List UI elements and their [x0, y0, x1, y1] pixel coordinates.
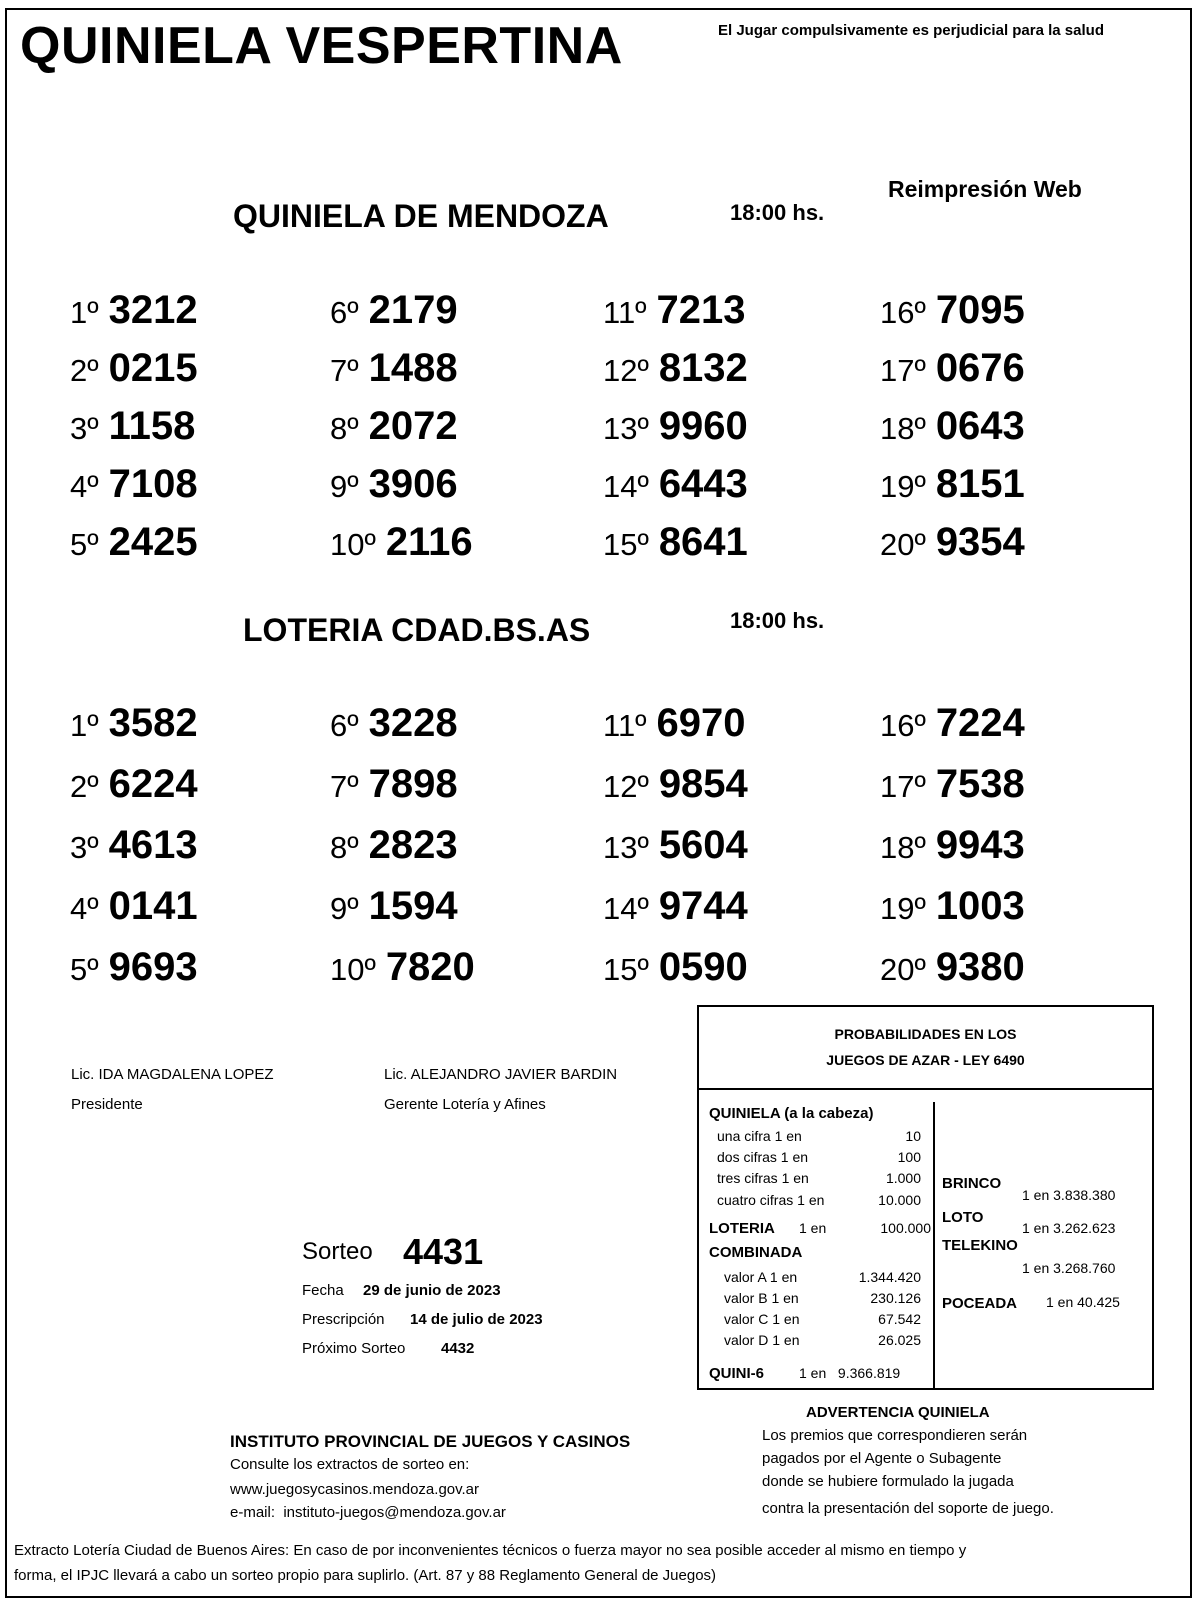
probabilities-box — [697, 1005, 1154, 1390]
result-position: 1º — [70, 708, 99, 743]
result-item — [330, 406, 458, 446]
result-item — [70, 947, 198, 987]
result-number: 8151 — [935, 462, 1025, 506]
result-position: 9º — [330, 469, 359, 504]
institute-consult: Consulte los extractos de sorteo en: — [230, 1456, 470, 1473]
fecha-value: 29 de junio de 2023 — [363, 1282, 501, 1299]
result-position: 20º — [880, 952, 926, 987]
advertencia-line: donde se hubiere formulado la jugada — [762, 1473, 1014, 1490]
result-number: 1003 — [935, 884, 1025, 928]
result-position: 17º — [880, 769, 926, 804]
result-item — [70, 886, 198, 926]
result-position: 14º — [603, 469, 649, 504]
result-number: 0643 — [935, 404, 1025, 448]
section-title-loteria: LOTERIA CDAD.BS.AS — [243, 612, 591, 648]
institute-website: www.juegosycasinos.mendoza.gov.ar — [230, 1481, 480, 1498]
result-number: 3228 — [368, 701, 458, 745]
result-position: 16º — [880, 295, 926, 330]
proximo-sorteo-label: Próximo Sorteo — [302, 1340, 406, 1357]
result-position: 5º — [70, 952, 99, 987]
result-number: 5604 — [658, 823, 748, 867]
footer-line: Extracto Lotería Ciudad de Buenos Aires: En caso de por inconvenientes técnicos o fuerza mayor no sea posible acceder al mismo en tiempo y — [14, 1542, 967, 1559]
result-number: 2072 — [368, 404, 458, 448]
result-number: 7213 — [656, 288, 746, 332]
poceada-value: 1 en 40.425 — [1046, 1294, 1120, 1310]
sorteo-label: Sorteo — [302, 1238, 373, 1265]
telekino-value: 1 en 3.268.760 — [1022, 1260, 1116, 1276]
result-position: 3º — [70, 411, 99, 446]
poceada-label: POCEADA — [942, 1295, 1018, 1312]
result-position: 4º — [70, 469, 99, 504]
loteria-label: LOTERIA — [709, 1220, 775, 1237]
combinada-row-label: valor C 1 en — [724, 1311, 800, 1327]
result-number: 2179 — [368, 288, 458, 332]
section-time-loteria: 18:00 hs. — [730, 608, 825, 633]
result-position: 14º — [603, 891, 649, 926]
loteria-mid: 1 en — [799, 1220, 827, 1236]
result-position: 9º — [330, 891, 359, 926]
result-position: 16º — [880, 708, 926, 743]
result-item — [330, 348, 458, 388]
result-item — [70, 290, 198, 330]
result-item — [603, 825, 748, 865]
result-number: 9744 — [658, 884, 748, 928]
result-item — [880, 464, 1025, 504]
result-item — [330, 703, 458, 743]
institute-name: INSTITUTO PROVINCIAL DE JUEGOS Y CASINOS — [230, 1432, 631, 1451]
result-item — [330, 764, 458, 804]
result-number: 2116 — [385, 520, 473, 564]
result-item — [330, 290, 458, 330]
result-position: 17º — [880, 353, 926, 388]
proximo-sorteo-value: 4432 — [441, 1340, 475, 1357]
result-number: 8641 — [658, 520, 748, 564]
result-number: 9380 — [935, 945, 1025, 989]
result-number: 7898 — [368, 762, 458, 806]
result-number: 9693 — [108, 945, 198, 989]
result-position: 13º — [603, 411, 649, 446]
result-position: 2º — [70, 769, 99, 804]
result-position: 20º — [880, 527, 926, 562]
result-item — [603, 947, 748, 987]
result-item — [880, 886, 1025, 926]
result-item — [603, 290, 746, 330]
result-item — [70, 522, 198, 562]
result-item — [603, 522, 748, 562]
result-number: 7538 — [935, 762, 1025, 806]
result-position: 19º — [880, 469, 926, 504]
result-number: 0141 — [108, 884, 198, 928]
result-item — [603, 464, 748, 504]
result-number: 7820 — [385, 945, 475, 989]
result-position: 10º — [330, 527, 376, 562]
probabilities-heading-line1: PROBABILIDADES EN LOS — [834, 1026, 1017, 1042]
result-position: 4º — [70, 891, 99, 926]
loto-value: 1 en 3.262.623 — [1022, 1220, 1116, 1236]
result-number: 1158 — [108, 404, 196, 448]
probabilities-divider — [933, 1102, 935, 1388]
combinada-row-label: valor D 1 en — [724, 1332, 800, 1348]
result-number: 0676 — [935, 346, 1025, 390]
advertencia-line: pagados por el Agente o Subagente — [762, 1450, 1002, 1467]
result-item — [603, 406, 748, 446]
page-title: QUINIELA VESPERTINA — [20, 17, 623, 75]
result-item — [330, 522, 473, 562]
result-item — [70, 406, 195, 446]
result-item — [330, 825, 458, 865]
president-role: Presidente — [71, 1096, 143, 1113]
result-item — [880, 703, 1025, 743]
result-position: 18º — [880, 830, 926, 865]
telekino-label: TELEKINO — [942, 1237, 1018, 1254]
result-number: 3582 — [108, 701, 198, 745]
result-item — [880, 406, 1025, 446]
result-number: 0590 — [658, 945, 748, 989]
advertencia-line: Los premios que correspondieren serán — [762, 1427, 1028, 1444]
quini6-value: 1 en 9.366.819 — [799, 1365, 901, 1381]
result-number: 6224 — [108, 762, 198, 806]
result-item — [603, 886, 748, 926]
result-item — [880, 825, 1025, 865]
advertencia-title: ADVERTENCIA QUINIELA — [806, 1404, 990, 1421]
result-number: 9854 — [658, 762, 748, 806]
result-item — [70, 764, 198, 804]
institute-email: e-mail: instituto-juegos@mendoza.gov.ar — [230, 1504, 506, 1521]
quiniela-row-value: 10 — [905, 1128, 921, 1144]
result-number: 2425 — [108, 520, 198, 564]
section-time-mendoza: 18:00 hs. — [730, 200, 825, 225]
brinco-label: BRINCO — [942, 1175, 1002, 1192]
result-number: 6443 — [658, 462, 748, 506]
combinada-row-value: 1.344.420 — [858, 1269, 921, 1285]
result-number: 4613 — [108, 823, 198, 867]
result-position: 11º — [603, 708, 647, 743]
result-item — [330, 947, 475, 987]
result-position: 7º — [330, 353, 359, 388]
quiniela-row-label: dos cifras 1 en — [717, 1149, 809, 1165]
quini6-label: QUINI-6 — [709, 1365, 765, 1382]
result-item — [603, 348, 748, 388]
quiniela-row-value: 1.000 — [885, 1170, 921, 1186]
result-number: 6970 — [656, 701, 746, 745]
result-position: 13º — [603, 830, 649, 865]
result-item — [70, 348, 198, 388]
result-number: 9960 — [658, 404, 748, 448]
result-item — [880, 290, 1025, 330]
result-item — [70, 825, 198, 865]
result-position: 7º — [330, 769, 359, 804]
prescripcion-label: Prescripción — [302, 1311, 385, 1328]
quiniela-row-label: una cifra 1 en — [717, 1128, 802, 1144]
president-name: Lic. IDA MAGDALENA LOPEZ — [71, 1066, 274, 1083]
loto-label: LOTO — [942, 1209, 984, 1226]
result-position: 5º — [70, 527, 99, 562]
brinco-value: 1 en 3.838.380 — [1022, 1187, 1116, 1203]
result-position: 18º — [880, 411, 926, 446]
quiniela-label: QUINIELA (a la cabeza) — [709, 1105, 874, 1122]
combinada-row-value: 67.542 — [878, 1311, 921, 1327]
result-position: 12º — [603, 353, 649, 388]
result-position: 19º — [880, 891, 926, 926]
result-position: 1º — [70, 295, 99, 330]
footer-line: forma, el IPJC llevará a cabo un sorteo propio para suplirlo. (Art. 87 y 88 Reglamento General de Juegos) — [14, 1567, 717, 1584]
advertencia-line: contra la presentación del soporte de juego. — [762, 1500, 1054, 1517]
result-position: 8º — [330, 830, 359, 865]
manager-role: Gerente Lotería y Afines — [384, 1096, 546, 1113]
quiniela-row-value: 100 — [897, 1149, 921, 1165]
result-item — [880, 947, 1025, 987]
result-position: 6º — [330, 708, 359, 743]
manager-name: Lic. ALEJANDRO JAVIER BARDIN — [384, 1066, 618, 1083]
result-position: 11º — [603, 295, 647, 330]
result-number: 7224 — [935, 701, 1025, 745]
result-position: 2º — [70, 353, 99, 388]
result-number: 3906 — [368, 462, 458, 506]
result-item — [880, 348, 1025, 388]
result-position: 10º — [330, 952, 376, 987]
result-number: 3212 — [108, 288, 198, 332]
result-number: 2823 — [368, 823, 458, 867]
combinada-label: COMBINADA — [709, 1244, 803, 1261]
result-number: 7095 — [935, 288, 1025, 332]
result-item — [880, 522, 1025, 562]
result-number: 8132 — [658, 346, 748, 390]
result-item — [70, 703, 198, 743]
result-position: 15º — [603, 952, 649, 987]
result-number: 7108 — [108, 462, 198, 506]
quiniela-row-label: tres cifras 1 en — [717, 1170, 809, 1186]
result-item — [330, 464, 458, 504]
result-position: 8º — [330, 411, 359, 446]
result-position: 6º — [330, 295, 359, 330]
combinada-row-label: valor A 1 en — [724, 1269, 798, 1285]
result-number: 1488 — [368, 346, 458, 390]
result-item — [603, 764, 748, 804]
result-number: 9943 — [935, 823, 1025, 867]
prescripcion-value: 14 de julio de 2023 — [410, 1311, 543, 1328]
health-warning: El Jugar compulsivamente es perjudicial para la salud — [718, 22, 1104, 39]
section-title-mendoza: QUINIELA DE MENDOZA — [233, 198, 609, 234]
loteria-value: 100.000 — [880, 1220, 931, 1236]
probabilities-heading-line2: JUEGOS DE AZAR - LEY 6490 — [826, 1052, 1025, 1068]
reprint-label: Reimpresión Web — [888, 176, 1082, 202]
result-position: 3º — [70, 830, 99, 865]
combinada-row-value: 230.126 — [870, 1290, 921, 1306]
result-number: 0215 — [108, 346, 198, 390]
probabilities-heading — [699, 1007, 1152, 1090]
result-number: 9354 — [935, 520, 1025, 564]
combinada-row-value: 26.025 — [878, 1332, 921, 1348]
result-position: 15º — [603, 527, 649, 562]
result-item — [603, 703, 746, 743]
combinada-row-label: valor B 1 en — [724, 1290, 799, 1306]
result-item — [70, 464, 198, 504]
quiniela-row-value: 10.000 — [878, 1192, 921, 1208]
result-number: 1594 — [368, 884, 458, 928]
result-position: 12º — [603, 769, 649, 804]
sorteo-number: 4431 — [403, 1231, 484, 1272]
quiniela-row-label: cuatro cifras 1 en — [717, 1192, 825, 1208]
result-item — [880, 764, 1025, 804]
result-item — [330, 886, 458, 926]
fecha-label: Fecha — [302, 1282, 344, 1299]
